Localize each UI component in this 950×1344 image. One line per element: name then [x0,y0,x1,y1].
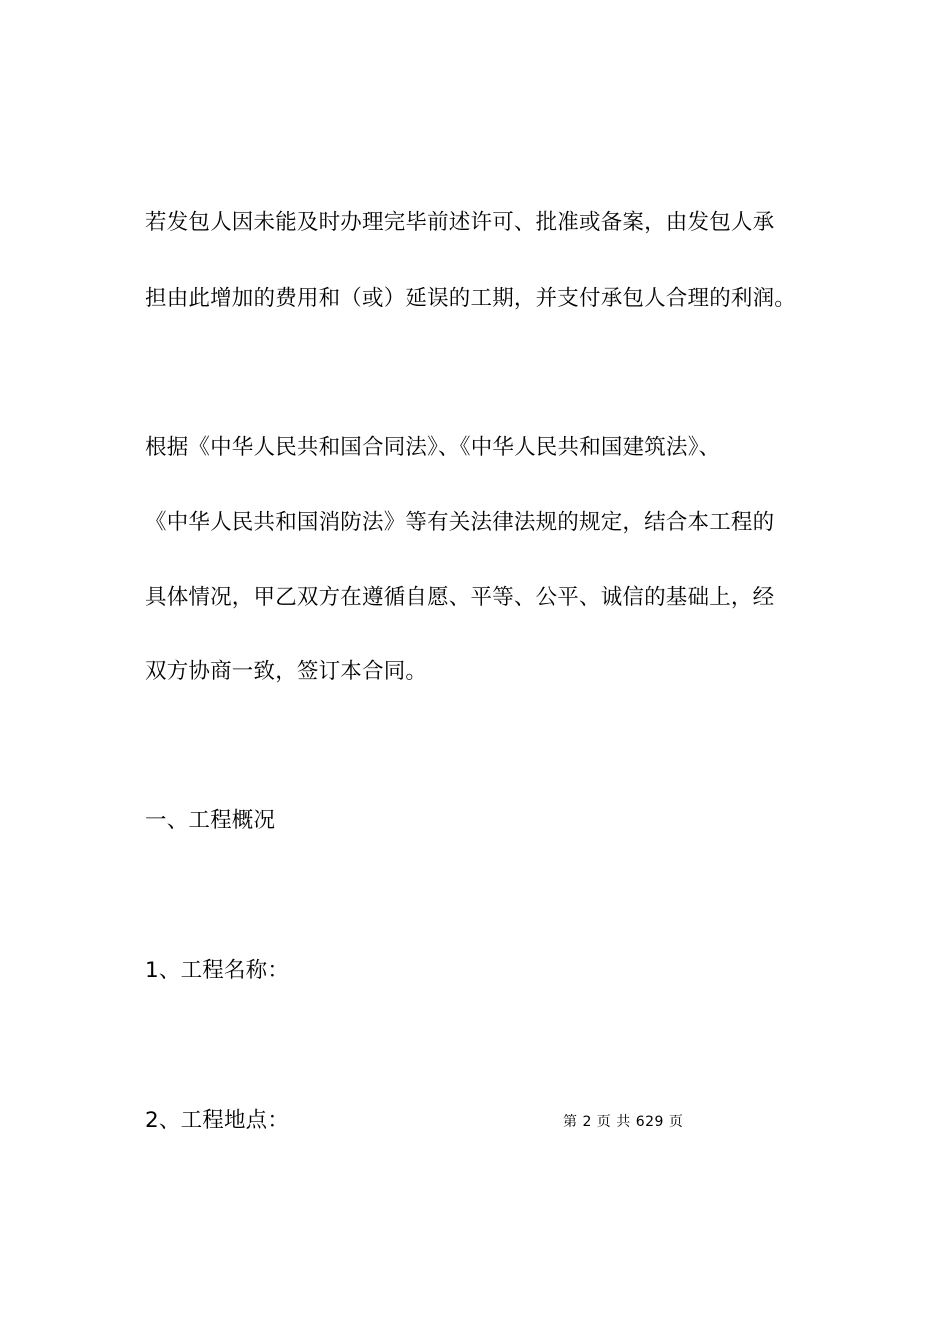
item-project-name: 1、工程名称： [145,958,290,983]
page-number-footer: 第 2 页 共 629 页 [563,1114,684,1130]
paragraph-2-line-3: 具体情况，甲乙双方在遵循自愿、平等、公平、诚信的基础上，经 [145,585,775,610]
section-heading: 一、工程概况 [145,808,276,833]
paragraph-2-line-1: 根据《中华人民共和国合同法》、《中华人民共和国建筑法》、 [145,435,721,460]
paragraph-1-line-1: 若发包人因未能及时办理完毕前述许可、批准或备案，由发包人承 [145,210,775,235]
paragraph-2-line-4: 双方协商一致，签订本合同。 [145,659,428,684]
item-project-location: 2、工程地点： [145,1108,290,1133]
paragraph-1-line-2: 担由此增加的费用和（或）延误的工期，并支付承包人合理的利润。 [145,286,797,311]
paragraph-2-line-2: 《中华人民共和国消防法》等有关法律法规的规定，结合本工程的 [145,510,775,535]
